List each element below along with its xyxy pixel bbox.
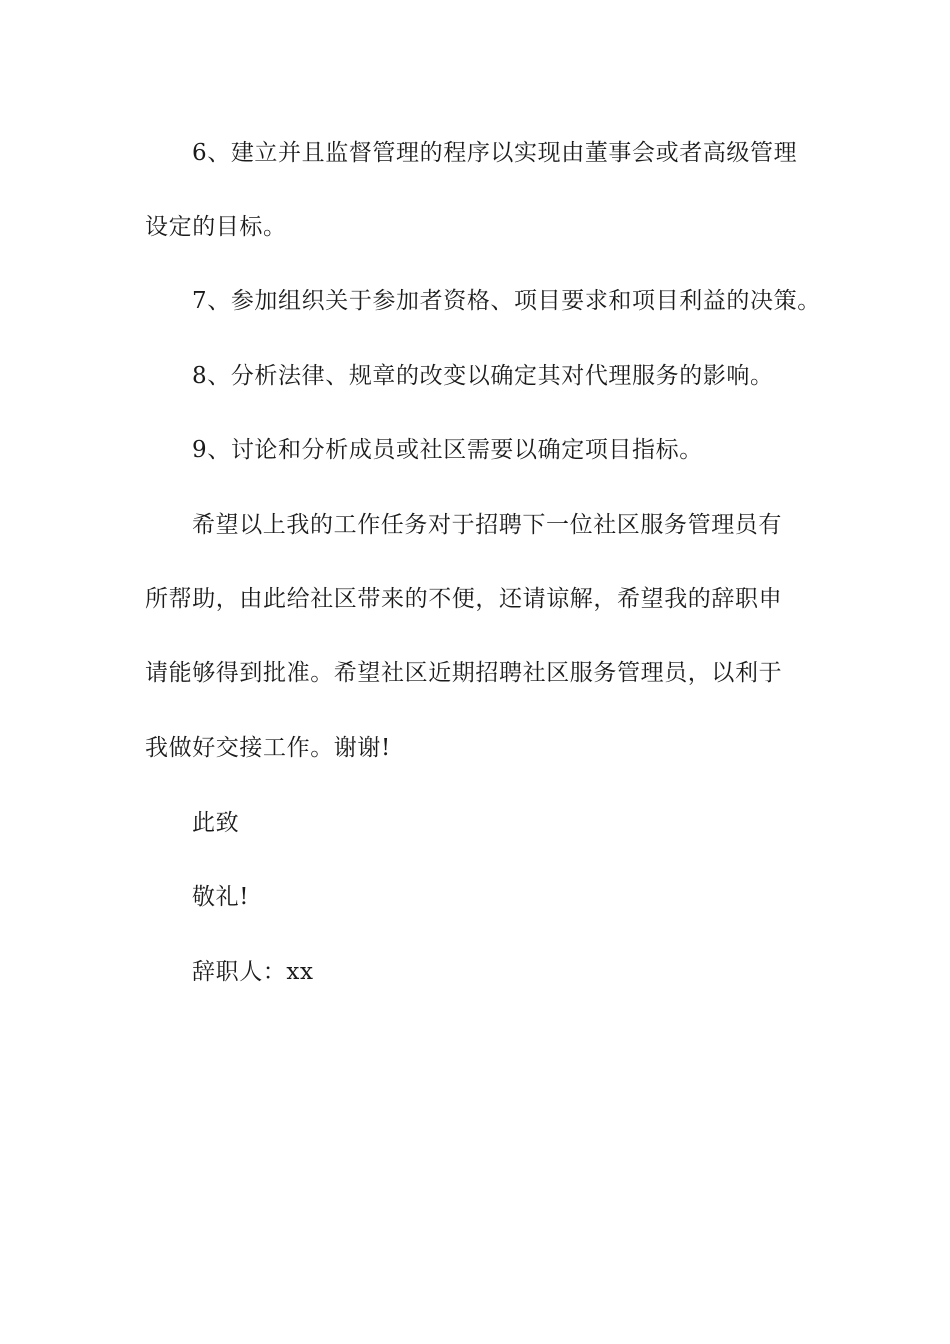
closing-paragraph-line-2: 所帮助，由此给社区带来的不便，还请谅解，希望我的辞职申 — [145, 586, 783, 612]
closing-paragraph-line-4: 我做好交接工作。谢谢! — [145, 735, 391, 761]
item-6-line-2: 设定的目标。 — [145, 214, 287, 240]
signature-line: 辞职人：xx — [192, 959, 314, 985]
closing-paragraph-line-1: 希望以上我的工作任务对于招聘下一位社区服务管理员有 — [192, 512, 782, 538]
salutation-jingli: 敬礼! — [192, 884, 250, 910]
item-6-line-1: 6、建立并且监督管理的程序以实现由董事会或者高级管理 — [192, 140, 798, 166]
item-7: 7、参加组织关于参加者资格、项目要求和项目利益的决策。 — [192, 288, 821, 314]
closing-paragraph-line-3: 请能够得到批准。希望社区近期招聘社区服务管理员，以利于 — [145, 660, 783, 686]
item-9: 9、讨论和分析成员或社区需要以确定项目指标。 — [192, 437, 703, 463]
salutation-cizhi: 此致 — [192, 810, 240, 836]
item-8: 8、分析法律、规章的改变以确定其对代理服务的影响。 — [192, 363, 774, 389]
